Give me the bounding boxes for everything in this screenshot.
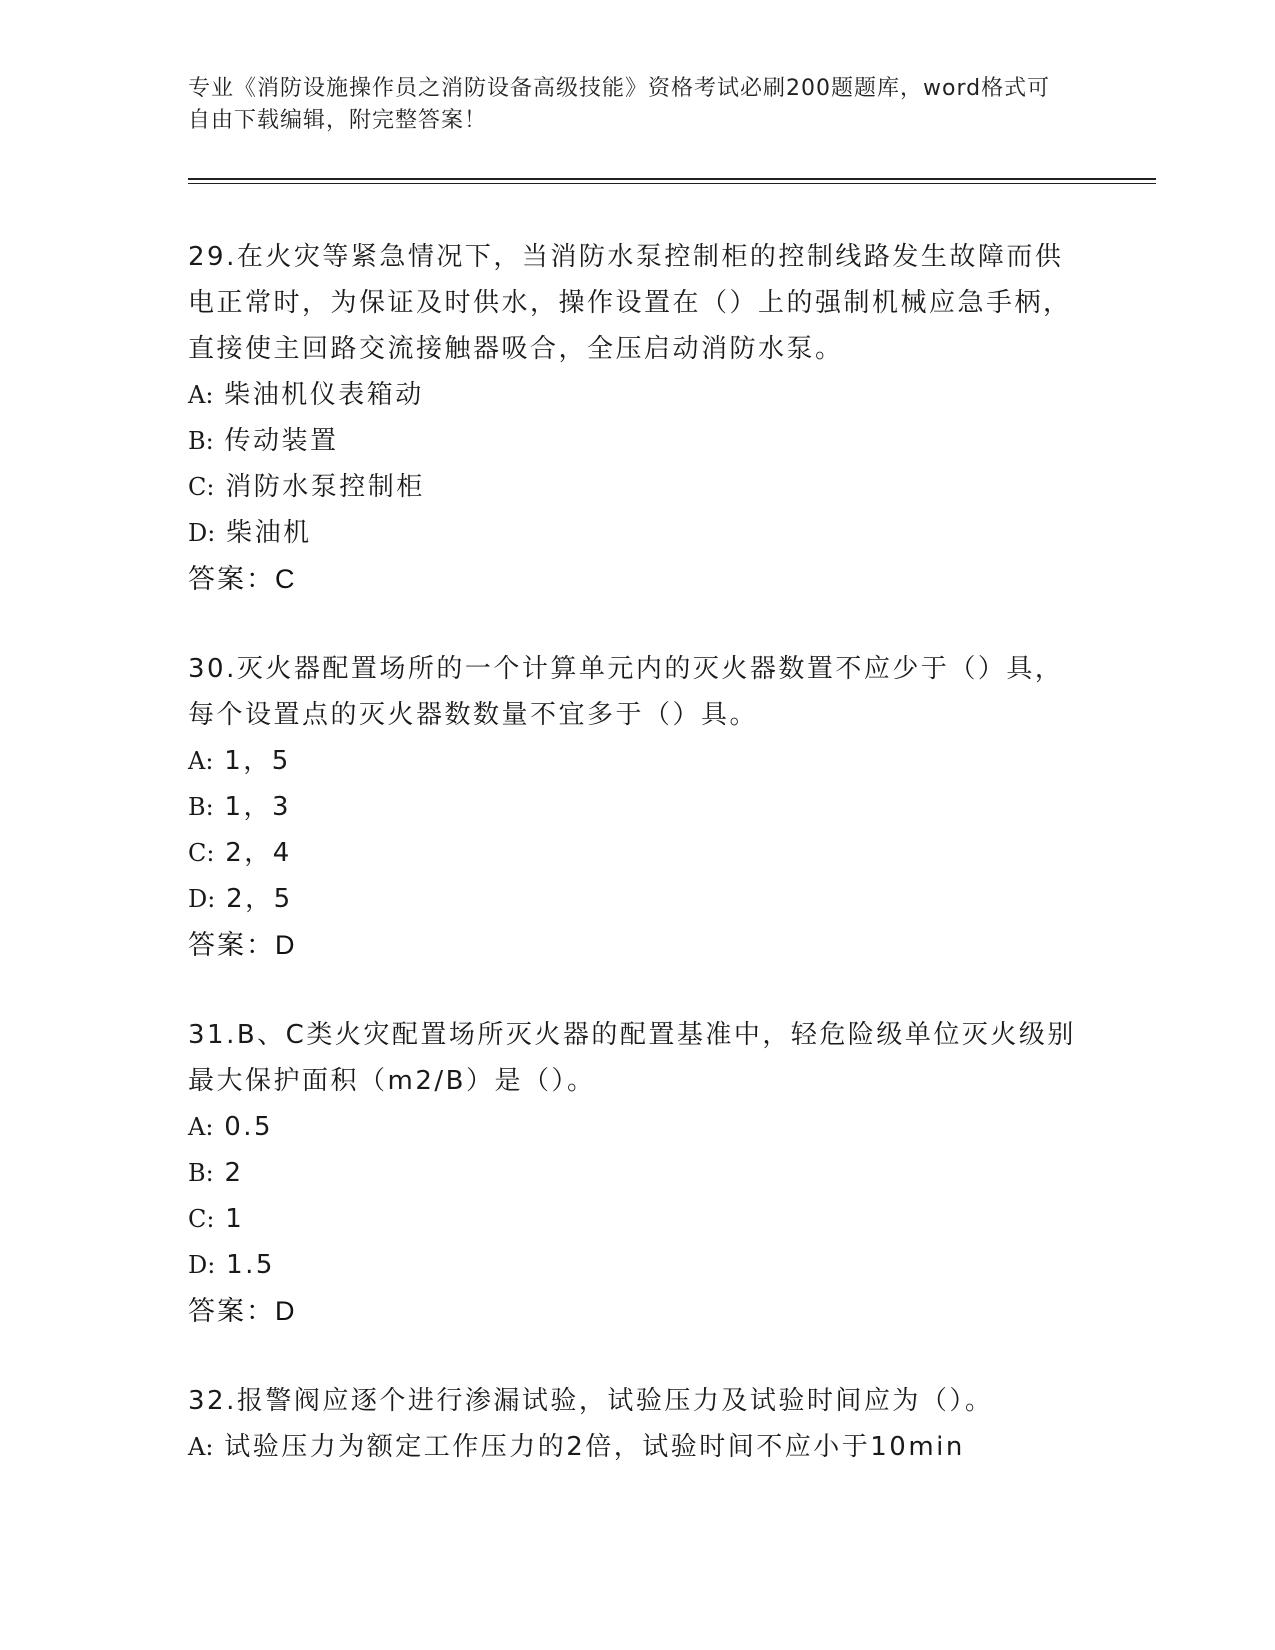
question-stem: 32.报警阀应逐个进行渗漏试验，试验压力及试验时间应为（）。 — [188, 1386, 994, 1416]
answer-line — [188, 556, 1088, 602]
option-letter: D: — [188, 1251, 216, 1279]
question-29 — [188, 234, 1088, 602]
answer-label: 答案： — [188, 930, 275, 960]
option-c — [188, 830, 1088, 876]
question-stem: 30.灭火器配置场所的一个计算单元内的灭火器数置不应少于（）具，每个设置点的灭火器数数量不宜多于（）具。 — [188, 654, 1064, 730]
option-text: 2，5 — [226, 884, 293, 914]
question-30 — [188, 646, 1088, 968]
option-text: 柴油机 — [226, 518, 312, 548]
option-text: 传动装置 — [224, 426, 339, 456]
option-letter: C: — [188, 839, 215, 867]
option-letter: B: — [188, 427, 214, 455]
option-letter: A: — [188, 1433, 214, 1461]
option-b — [188, 784, 1088, 830]
option-a — [188, 1424, 1088, 1470]
option-letter: A: — [188, 1113, 214, 1141]
option-letter: B: — [188, 793, 214, 821]
option-letter: A: — [188, 381, 214, 409]
answer-label: 答案： — [188, 1296, 275, 1326]
question-32 — [188, 1378, 1088, 1470]
option-letter: C: — [188, 473, 215, 501]
option-text: 1，3 — [224, 792, 292, 822]
answer-value: D — [275, 1296, 296, 1326]
option-text: 1.5 — [226, 1250, 275, 1280]
option-text: 试验压力为额定工作压力的2倍，试验时间不应小于10min — [224, 1432, 965, 1462]
option-d — [188, 876, 1088, 922]
option-a — [188, 1104, 1088, 1150]
option-text: 柴油机仪表箱动 — [224, 380, 424, 410]
option-letter: B: — [188, 1159, 214, 1187]
header-divider-top — [188, 178, 1156, 180]
option-letter: D: — [188, 519, 216, 547]
option-text: 1 — [225, 1204, 245, 1234]
option-letter: A: — [188, 747, 214, 775]
option-d — [188, 510, 1088, 556]
document-header: 专业《消防设施操作员之消防设备高级技能》资格考试必刷200题题库，word格式可自由下载编辑，附完整答案！ — [188, 76, 1051, 133]
option-text: 2，4 — [225, 838, 292, 868]
option-letter: C: — [188, 1205, 215, 1233]
option-c — [188, 464, 1088, 510]
option-text: 消防水泵控制柜 — [225, 472, 425, 502]
option-letter: D: — [188, 885, 216, 913]
question-31 — [188, 1012, 1088, 1334]
option-c — [188, 1196, 1088, 1242]
answer-value: D — [275, 930, 296, 960]
option-text: 1，5 — [224, 746, 291, 776]
question-stem: 29.在火灾等紧急情况下，当消防水泵控制柜的控制线路发生故障而供电正常时，为保证及时供水，操作设置在（）上的强制机械应急手柄，直接使主回路交流接触器吸合，全压启动消防水泵。 — [188, 242, 1072, 364]
option-b — [188, 1150, 1088, 1196]
option-a — [188, 372, 1088, 418]
answer-label: 答案： — [188, 564, 275, 594]
answer-line — [188, 1288, 1088, 1334]
answer-line — [188, 922, 1088, 968]
question-stem: 31.B、C类火灾配置场所灭火器的配置基准中，轻危险级单位灭火级别最大保护面积（m2/B）是（）。 — [188, 1020, 1076, 1096]
option-text: 2 — [224, 1158, 244, 1188]
option-text: 0.5 — [224, 1112, 274, 1142]
header-divider-bottom — [188, 183, 1156, 184]
answer-value: C — [275, 564, 296, 594]
option-d — [188, 1242, 1088, 1288]
option-a — [188, 738, 1088, 784]
option-b — [188, 418, 1088, 464]
